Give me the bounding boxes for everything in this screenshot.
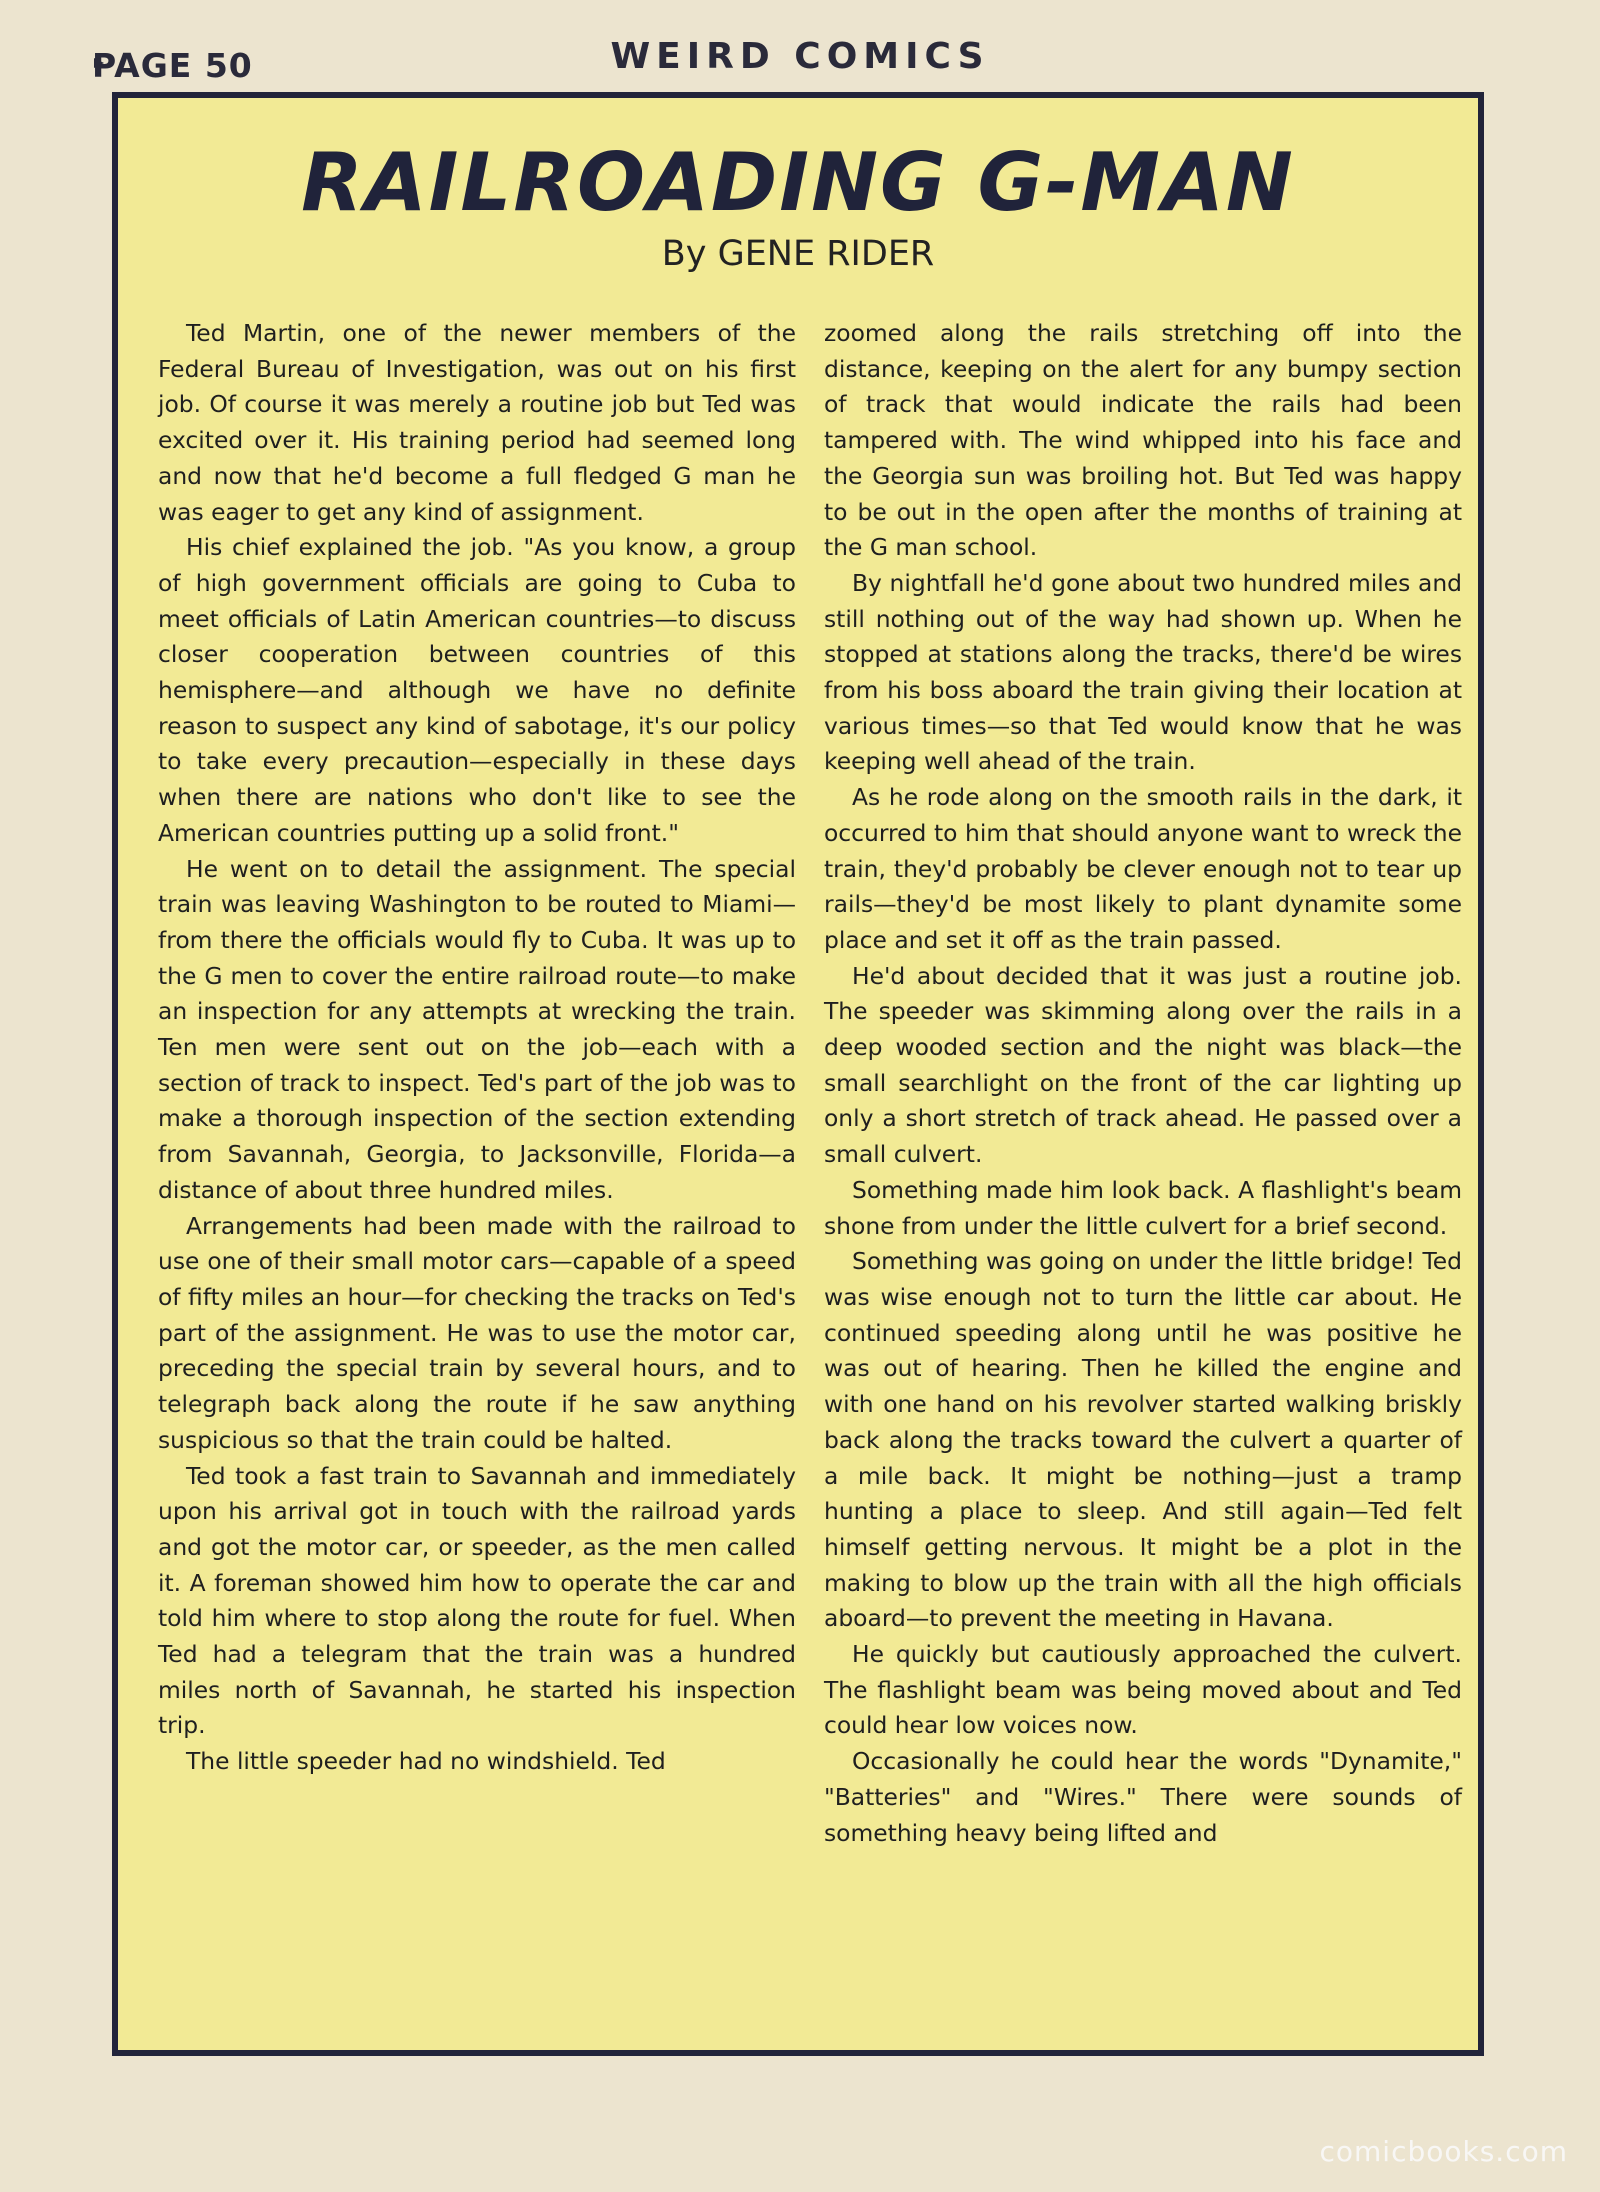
paragraph: He went on to detail the assignment. The special train was leaving Washington to be routed to Miami—from there the officials would fly to Cuba. It was up to the G men to cover the entire railroad route—to make an inspection for any attempts at wrecking the train. Ten men were sent out on the job—each with a section of track to inspect. Ted's part of the job was to make a thorough inspection of the section extending from Savannah, Georgia, to Jacksonville, Florida—a distance of about three hundred miles. — [158, 854, 796, 1204]
paragraph: Ted Martin, one of the newer members of the Federal Bureau of Investigation, was out on his first job. Of course it was merely a routine job but Ted was excited over it. His training period had seemed long and now that he'd become a full fledged G man he was eager to get any kind of assignment. — [158, 319, 796, 526]
story-panel — [112, 92, 1484, 2056]
running-title: WEIRD COMICS — [610, 36, 990, 77]
paragraph: Arrangements had been made with the railroad to use one of their small motor cars—capable of a speed of fifty miles an hour—for checking the tracks on Ted's part of the assignment. He was to use the motor car, preceding the special train by several hours, and to telegraph back along the route if he saw anything suspicious so that the train could be halted. — [158, 1211, 796, 1454]
story-byline: By GENE RIDER — [661, 234, 935, 274]
page-number: PAGE 50 — [92, 46, 253, 85]
paragraph: Occasionally he could hear the words "Dynamite," "Batteries" and "Wires." There were sounds of something heavy being lifted and — [824, 1747, 1462, 1847]
paragraph: zoomed along the rails stretching off into the distance, keeping on the alert for any bumpy section of track that would indicate the rails had been tampered with. The wind whipped into his face and the Georgia sun was broiling hot. But Ted was happy to be out in the open after the months of training at the G man school. — [824, 319, 1462, 562]
watermark: comicbooks.com — [1319, 2135, 1568, 2168]
paragraph: By nightfall he'd gone about two hundred miles and still nothing out of the way had shown up. When he stopped at stations along the tracks, there'd be wires from his boss aboard the train giving their location at various times—so that Ted would know that he was keeping well ahead of the train. — [824, 568, 1462, 776]
paragraph: He quickly but cautiously approached the culvert. The flashlight beam was being moved about and Ted could hear low voices now. — [824, 1640, 1462, 1740]
right-column — [824, 316, 1462, 1851]
paragraph: Ted took a fast train to Savannah and immediately upon his arrival got in touch with the railroad yards and got the motor car, or speeder, as the men called it. A foreman showed him how to operate the car and told him where to stop along the route for fuel. When Ted had a telegram that the train was a hundred miles north of Savannah, he started his inspection trip. — [158, 1461, 796, 1740]
paragraph: As he rode along on the smooth rails in the dark, it occurred to him that should anyone want to wreck the train, they'd probably be clever enough not to tear up rails—they'd be most likely to plant dynamite some place and set it off as the train passed. — [824, 783, 1462, 954]
paragraph: His chief explained the job. "As you know, a group of high government officials are going to Cuba to meet officials of Latin American countries—to discuss closer cooperation between countries of this hemisphere—and although we have no definite reason to suspect any kind of sabotage, it's our policy to take every precaution—especially in these days when there are nations who don't like to see the American countries putting up a solid front." — [158, 533, 796, 847]
paragraph: Something made him look back. A flashlight's beam shone from under the little culvert for a brief second. — [824, 1175, 1462, 1240]
paragraph: The little speeder had no windshield. Ted — [186, 1747, 666, 1776]
left-column — [158, 316, 796, 1780]
paragraph: Something was going on under the little bridge! Ted was wise enough not to turn the little car about. He continued speeding along until he was positive he was out of hearing. Then he killed the engine and with one hand on his revolver started walking briskly back along the tracks toward the culvert a quarter of a mile back. It might be nothing—just a tramp hunting a place to sleep. And still again—Ted felt himself getting nervous. It might be a plot in the making to blow up the train with all the high officials aboard—to prevent the meeting in Havana. — [824, 1247, 1462, 1633]
story-title: RAILROADING G-MAN — [301, 136, 1295, 229]
paragraph: He'd about decided that it was just a routine job. The speeder was skimming along over the rails in a deep wooded section and the night was black—the small searchlight on the front of the car lighting up only a short stretch of track ahead. He passed over a small culvert. — [824, 961, 1462, 1169]
